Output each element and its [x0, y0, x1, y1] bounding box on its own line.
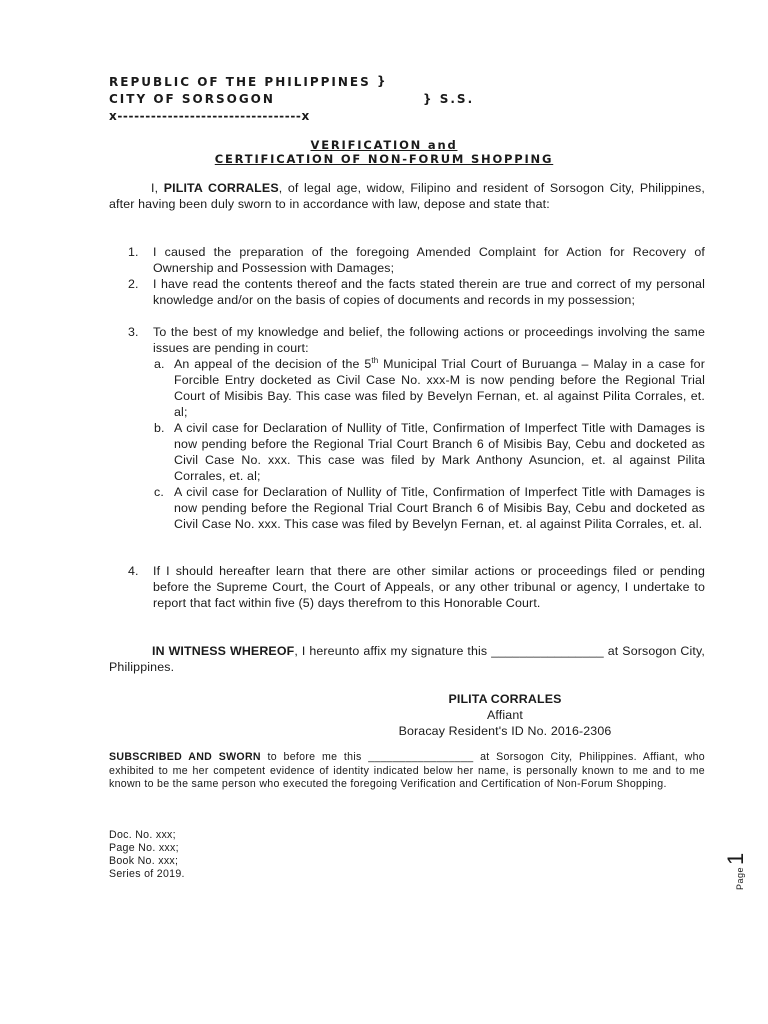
item-number: 4.: [128, 564, 139, 578]
item-text: To the best of my knowledge and belief, the following actions or proceedings involving the same issues are pending in court:: [153, 325, 705, 355]
item-text: If I should hereafter learn that there are other similar actions or proceedings filed or pending before the Supreme Court, the Court of Appeals, or any other tribunal or agency, I undertake to report that fact within five (5) days therefrom to this Honorable Court.: [153, 564, 705, 610]
subitem-letter: b.: [154, 421, 165, 435]
signatory-id: Boracay Resident's ID No. 2016-2306: [398, 724, 612, 738]
item-number: 3.: [128, 325, 139, 339]
item-text: I have read the contents thereof and the facts stated therein are true and correct of my personal knowledge and/or on the basis of copies of documents and records in my possession;: [153, 277, 705, 307]
caption-divider: x---------------------------------x: [109, 109, 310, 123]
signatory-name: PILITA CORRALES: [448, 692, 562, 706]
page-indicator: [723, 850, 753, 895]
subitem-text: A civil case for Declaration of Nullity of Title, Confirmation of Imperfect Title with Damages is now pending before the Regional Trial Court Branch 6 of Misibis Bay, Cebu and docketed as Civil Case No. xxx. This case was filed by Bevelyn Fernan, et. al against Pilita Corrales, et. al.: [174, 485, 705, 531]
document-title-line2: CERTIFICATION OF NON-FORUM SHOPPING: [214, 152, 554, 166]
page-label: Page: [735, 866, 745, 890]
signatory-role: Affiant: [487, 708, 523, 722]
document-title-line1: VERIFICATION and: [310, 138, 458, 152]
witness-paragraph: IN WITNESS WHEREOF, I hereunto affix my signature this ________________ at Sorsogon City, Philippines.: [109, 644, 706, 674]
affiant-name: PILITA CORRALES: [163, 181, 279, 195]
subitem-text: A civil case for Declaration of Nullity of Title, Confirmation of Imperfect Title with Damages is now pending before the Regional Trial Court Branch 6 of Misibis Bay, Cebu and docketed as Civil Case No. xxx. This case was filed by Mark Anthony Asuncion, et. al against Pilita Corrales, et. al;: [174, 421, 705, 483]
item-number: 2.: [128, 277, 139, 291]
intro-paragraph: I, PILITA CORRALES, of legal age, widow, Filipino and resident of Sorsogon City, Philippines, after having been duly sworn to in accordance with law, depose and state that:: [109, 181, 705, 211]
doc-number: Doc. No. xxx;: [109, 829, 176, 841]
page-number: 1: [723, 852, 748, 865]
caption-city: CITY OF SORSOGON: [109, 92, 275, 106]
subitem-text: An appeal of the decision of the 5th Municipal Trial Court of Buruanga – Malay in a case for Forcible Entry docketed as Civil Case No. xxx-M is now pending before the Regional Trial Court of Misibis Bay. This case was filed by Bevelyn Fernan, et. al against Pilita Corrales, et. al;: [174, 355, 705, 419]
jurat-paragraph: SUBSCRIBED AND SWORN to before me this _________________ at Sorsogon City, Philippines. Affiant, who exhibited to me her competent evidence of identity indicated below her name, is personally known to me and to me known to be the same person who executed the foregoing Verification and Certification of Non-Forum Shopping.: [109, 751, 705, 791]
book-number: Book No. xxx;: [109, 855, 179, 867]
subitem-letter: c.: [154, 485, 164, 499]
caption-ss: } S.S.: [423, 92, 475, 106]
item-number: 1.: [128, 245, 139, 259]
item-text: I caused the preparation of the foregoing Amended Complaint for Action for Recovery of Ownership and Possession with Damages;: [153, 245, 705, 275]
page-number-entry: Page No. xxx;: [109, 842, 179, 854]
caption-brace: }: [377, 74, 388, 88]
caption-republic: REPUBLIC OF THE PHILIPPINES: [109, 75, 371, 89]
subitem-letter: a.: [154, 357, 165, 371]
series-year: Series of 2019.: [109, 868, 185, 880]
